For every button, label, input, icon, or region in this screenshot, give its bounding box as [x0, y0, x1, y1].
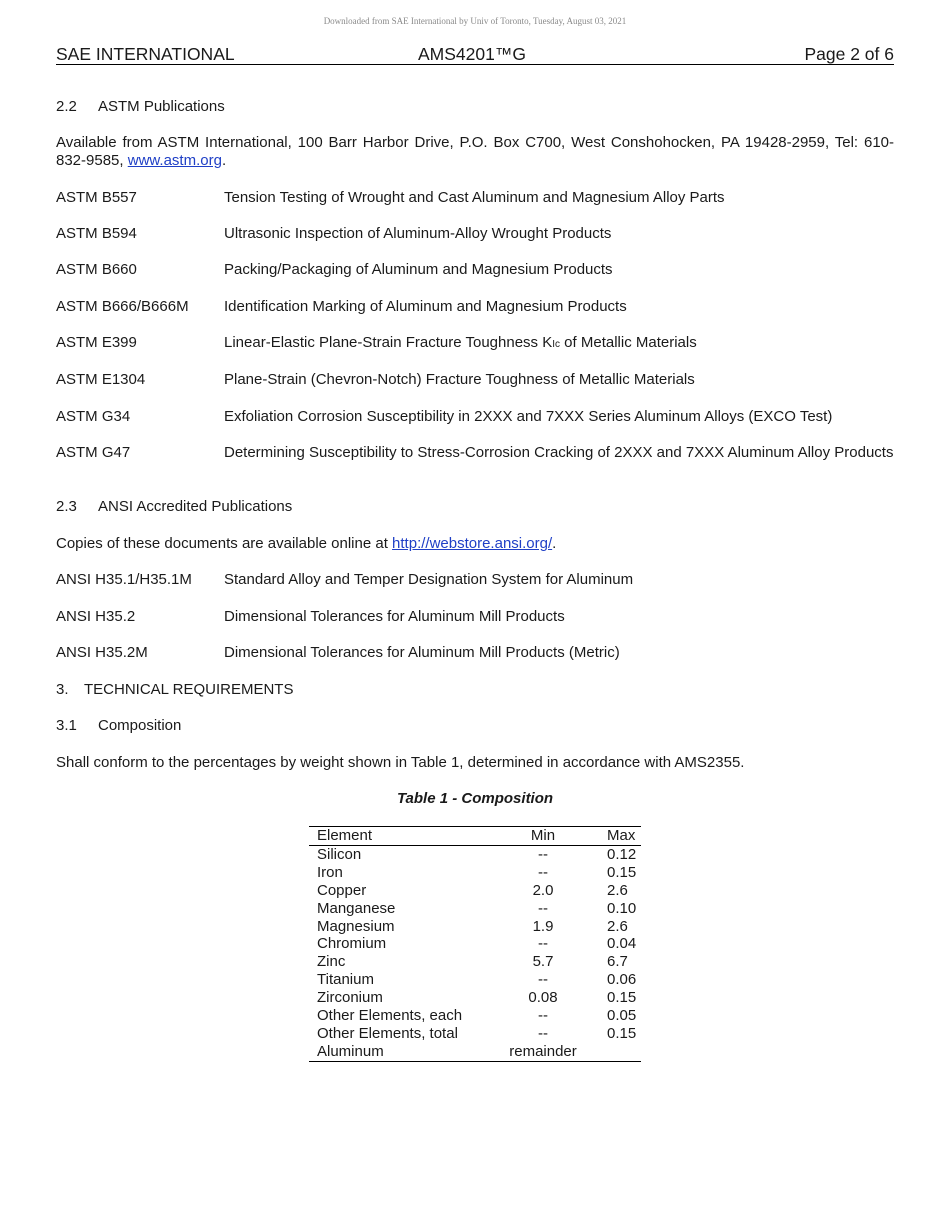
section-number: 3.1 — [56, 717, 77, 734]
max-cell: 0.10 — [607, 899, 637, 917]
reference-code: ASTM G47 — [56, 444, 131, 461]
reference-title: Ultrasonic Inspection of Aluminum-Alloy Wrought Products — [224, 225, 612, 242]
max-cell: 2.6 — [607, 917, 628, 935]
element-cell: Silicon — [317, 845, 362, 863]
min-cell: -- — [538, 899, 548, 917]
reference-code: ASTM B557 — [56, 189, 137, 206]
column-header-element: Element — [309, 827, 493, 846]
reference-title-part: of Metallic Materials — [560, 334, 697, 351]
composition-table — [309, 826, 641, 1062]
reference-title: Dimensional Tolerances for Aluminum Mill Products — [224, 608, 565, 625]
table-row — [309, 953, 641, 971]
header-org: SAE INTERNATIONAL — [56, 44, 235, 64]
table-row — [309, 845, 641, 863]
reference-code: ASTM B594 — [56, 225, 137, 242]
element-cell: Zirconium — [317, 989, 383, 1007]
min-cell: -- — [538, 1007, 548, 1025]
ansi-availability-paragraph — [56, 535, 894, 553]
ansi-webstore-link[interactable]: http://webstore.ansi.org/ — [392, 535, 553, 552]
section-title: ANSI Accredited Publications — [98, 498, 293, 515]
element-cell: Aluminum — [309, 1043, 493, 1061]
section-number: 3. — [56, 681, 69, 698]
composition-paragraph: Shall conform to the percentages by weight shown in Table 1, determined in accordance with AMS2355. — [56, 754, 745, 771]
table-row — [309, 971, 641, 989]
reference-title — [224, 334, 894, 354]
table-row — [309, 918, 641, 936]
reference-code: ASTM B660 — [56, 261, 137, 278]
table-header-row — [309, 827, 641, 846]
section-title: ASTM Publications — [98, 98, 225, 115]
astm-availability-paragraph — [56, 134, 894, 170]
table-row — [309, 864, 641, 882]
header-doc-id: AMS4201™G — [418, 44, 526, 64]
table-row — [309, 935, 641, 953]
max-cell: 0.05 — [607, 1007, 637, 1025]
section-title: Composition — [98, 717, 182, 734]
table-caption: Table 1 - Composition — [396, 790, 554, 807]
element-cell: Other Elements, each — [317, 1007, 463, 1025]
table-row — [309, 882, 641, 900]
page-header — [56, 44, 894, 65]
reference-title: Standard Alloy and Temper Designation System for Aluminum — [224, 571, 634, 588]
astm-website-link[interactable]: www.astm.org — [127, 152, 222, 169]
reference-title-part: Linear-Elastic Plane-Strain Fracture Toughness K — [224, 334, 553, 351]
element-cell: Chromium — [317, 935, 387, 953]
element-cell: Copper — [317, 881, 367, 899]
element-cell: Magnesium — [317, 917, 395, 935]
punctuation: . — [552, 535, 557, 552]
section-number: 2.3 — [56, 498, 77, 515]
table-row — [309, 1043, 641, 1061]
max-cell: 0.15 — [607, 1024, 637, 1042]
reference-title: Dimensional Tolerances for Aluminum Mill Products (Metric) — [224, 644, 620, 661]
section-number: 2.2 — [56, 98, 77, 115]
element-cell: Other Elements, total — [317, 1024, 458, 1042]
header-page-number: Page 2 of 6 — [804, 44, 894, 64]
table-row — [309, 1025, 641, 1043]
reference-title: Identification Marking of Aluminum and Magnesium Products — [224, 298, 627, 315]
min-cell: -- — [538, 845, 548, 863]
min-cell: -- — [538, 1024, 548, 1042]
kic-subscript: Ic — [552, 339, 561, 350]
max-cell: 0.06 — [607, 971, 637, 989]
element-cell: Titanium — [317, 971, 374, 989]
table-row — [309, 989, 641, 1007]
min-cell: -- — [538, 863, 548, 881]
reference-code: ASTM B666/B666M — [56, 298, 189, 315]
ansi-availability-text: Copies of these documents are available online at — [56, 535, 393, 552]
column-header-min: Min — [493, 827, 593, 846]
min-cell: remainder — [493, 1043, 593, 1061]
min-cell: 2.0 — [532, 881, 554, 899]
reference-code: ANSI H35.1/H35.1M — [56, 571, 192, 588]
table-row — [309, 1007, 641, 1025]
reference-title: Exfoliation Corrosion Susceptibility in 2XXX and 7XXX Series Aluminum Alloys (EXCO Test) — [224, 408, 833, 425]
element-cell: Zinc — [317, 953, 346, 971]
min-cell: 0.08 — [528, 989, 558, 1007]
reference-code: ANSI H35.2M — [56, 644, 148, 661]
section-title: TECHNICAL REQUIREMENTS — [84, 681, 294, 698]
reference-code: ASTM E1304 — [56, 371, 146, 388]
min-cell: -- — [538, 971, 548, 989]
table-row — [309, 900, 641, 918]
min-cell: 1.9 — [532, 917, 554, 935]
reference-title: Determining Susceptibility to Stress-Corrosion Cracking of 2XXX and 7XXX Aluminum Alloy Products — [224, 444, 894, 461]
element-cell: Iron — [317, 863, 343, 881]
max-cell: 2.6 — [607, 881, 628, 899]
max-cell: 0.12 — [607, 845, 637, 863]
reference-title: Plane-Strain (Chevron-Notch) Fracture Toughness of Metallic Materials — [224, 371, 695, 388]
reference-code: ASTM E399 — [56, 334, 137, 351]
max-cell: 0.15 — [607, 989, 637, 1007]
punctuation: . — [221, 152, 227, 169]
reference-title: Packing/Packaging of Aluminum and Magnesium Products — [224, 261, 613, 278]
min-cell: 5.7 — [532, 953, 554, 971]
element-cell: Manganese — [317, 899, 396, 917]
column-header-max: Max — [593, 827, 641, 846]
max-cell — [593, 1043, 641, 1061]
table-body — [309, 845, 641, 1061]
reference-code: ASTM G34 — [56, 408, 131, 425]
min-cell: -- — [538, 935, 548, 953]
max-cell: 6.7 — [607, 953, 628, 971]
max-cell: 0.04 — [607, 935, 637, 953]
astm-availability-text: Available from ASTM International, 100 Barr Harbor Drive, P.O. Box C700, West Conshohocken, PA 19428-2959, Tel: 610-832-9585, — [56, 134, 894, 169]
reference-title: Tension Testing of Wrought and Cast Aluminum and Magnesium Alloy Parts — [224, 189, 725, 206]
max-cell: 0.15 — [607, 863, 637, 881]
reference-code: ANSI H35.2 — [56, 608, 136, 625]
download-watermark: Downloaded from SAE International by Univ of Toronto, Tuesday, August 03, 2021 — [323, 16, 627, 26]
